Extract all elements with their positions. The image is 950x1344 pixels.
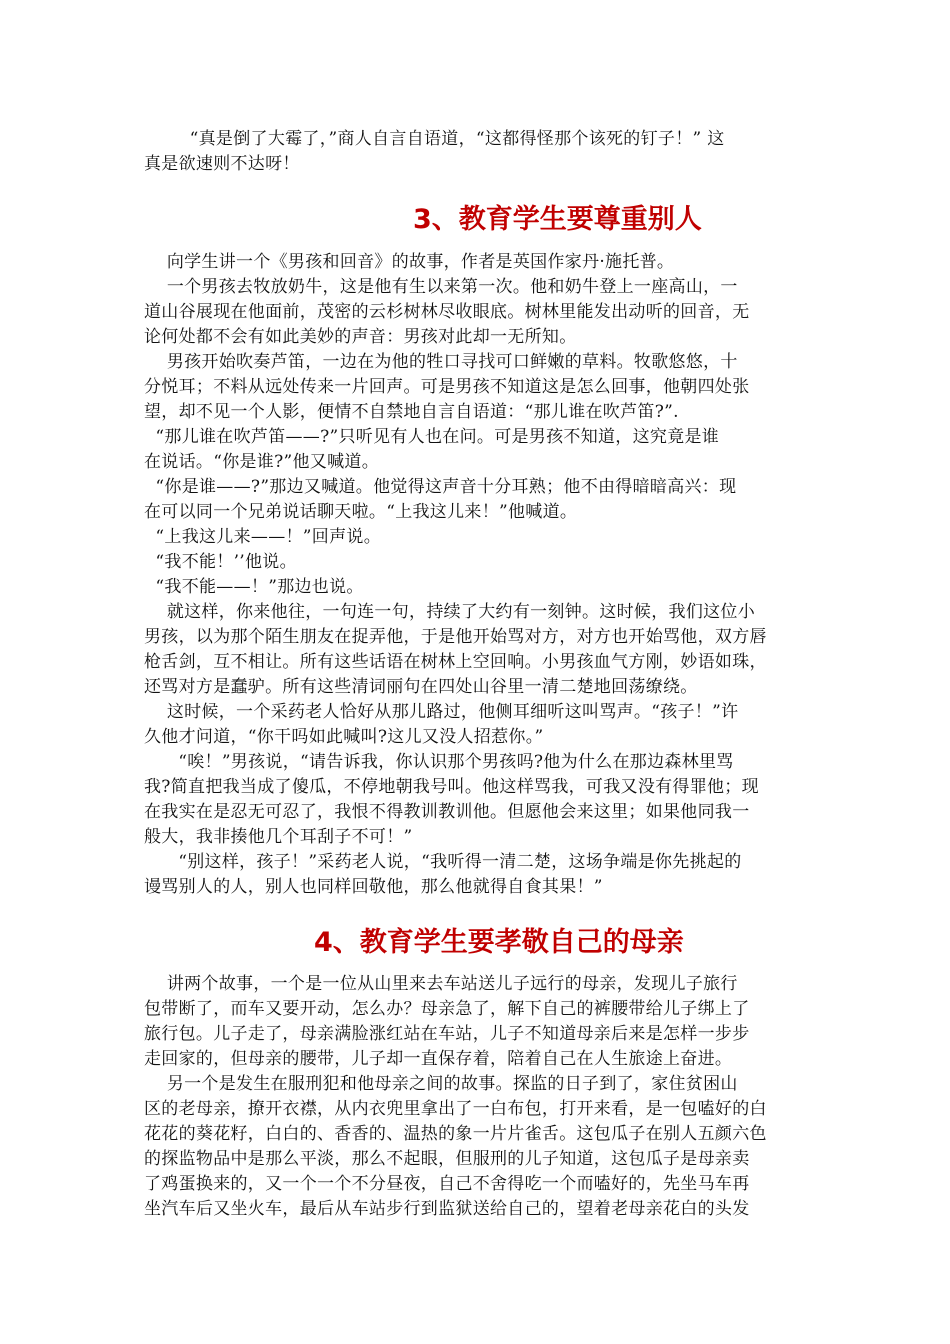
text-line: 讲两个故事，一个是一位从山里来去车站送儿子远行的母亲，发现儿子旅行 <box>144 974 738 994</box>
text-line: “唉！”男孩说，“请告诉我，你认识那个男孩吗?他为什么在那边森林里骂 <box>144 752 734 772</box>
text-line: 一个男孩去牧放奶牛，这是他有生以来第一次。他和奶牛登上一座高山，一 <box>144 277 738 297</box>
text-line: 区的老母亲，撩开衣襟，从内衣兜里拿出了一白布包，打开来看，是一包嗑好的白 <box>144 1099 767 1119</box>
text-line: 道山谷展现在他面前，茂密的云杉树林尽收眼底。树林里能发出动听的回音，无 <box>144 302 750 322</box>
text-line: 真是欲速则不达呀！ <box>144 154 300 174</box>
text-line: 望，却不见一个人影，便情不自禁地自言自语道：“那儿谁在吹芦笛?”. <box>144 402 679 422</box>
text-line: 的探监物品中是那么平淡，那么不起眼，但服刑的儿子知道，这包瓜子是母亲卖 <box>144 1149 750 1169</box>
text-line: 向学生讲一个《男孩和回音》的故事，作者是英国作家丹·施托普。 <box>144 252 675 272</box>
text-line: 就这样，你来他往，一句连一句，持续了大约有一刻钟。这时候，我们这位小 <box>144 602 756 622</box>
text-line: 在说话。“你是谁?”他又喊道。 <box>144 452 379 472</box>
text-line: “别这样，孩子！”采药老人说，“我听得一清二楚，这场争端是你先挑起的 <box>144 852 742 872</box>
text-line: 这时候，一个采药老人恰好从那儿路过，他侧耳细听这叫骂声。“孩子！”许 <box>144 702 739 722</box>
text-line: “那儿谁在吹芦笛——?”只听见有人也在问。可是男孩不知道，这究竟是谁 <box>144 427 720 447</box>
section-heading-3: 3、教育学生要尊重别人 <box>413 204 702 235</box>
text-line: 在可以同一个兄弟说话聊天啦。“上我这儿来！”他喊道。 <box>144 502 578 522</box>
text-line: 我?简直把我当成了傻瓜，不停地朝我号叫。他这样骂我，可我又没有得罪他；现 <box>144 777 759 797</box>
text-line: 在我实在是忍无可忍了，我恨不得教训教训他。但愿他会来这里；如果他同我一 <box>144 802 750 822</box>
text-line: 般大，我非揍他几个耳刮子不可！” <box>144 827 413 847</box>
text-line: 谩骂别人的人，别人也同样回敬他，那么他就得自食其果！” <box>144 877 603 897</box>
text-line: 花花的葵花籽，白白的、香香的、温热的象一片片雀舌。这包瓜子在别人五颜六色 <box>144 1124 767 1144</box>
text-line: 男孩开始吹奏芦笛，一边在为他的牲口寻找可口鲜嫩的草料。牧歌悠悠，十 <box>144 352 738 372</box>
text-line: 男孩，以为那个陌生朋友在捉弄他，于是他开始骂对方，对方也开始骂他，双方唇 <box>144 627 767 647</box>
text-line: 枪舌剑，互不相让。所有这些话语在树林上空回响。小男孩血气方刚，妙语如珠， <box>144 652 767 672</box>
text-line: 坐汽车后又坐火车，最后从车站步行到监狱送给自己的，望着老母亲花白的头发 <box>144 1199 750 1219</box>
text-line: “我不能！’’他说。 <box>144 552 297 572</box>
text-line: “我不能——！”那边也说。 <box>144 577 364 597</box>
text-line: 论何处都不会有如此美妙的声音：男孩对此却一无所知。 <box>144 327 577 347</box>
text-line: “你是谁——?”那边又喊道。他觉得这声音十分耳熟；他不由得暗暗高兴：现 <box>144 477 737 497</box>
text-line: 分悦耳；不料从远处传来一片回声。可是男孩不知道这是怎么回事，他朝四处张 <box>144 377 750 397</box>
text-line: 久他才问道，“你干吗如此喊叫?这儿又没人招惹你。” <box>144 727 544 747</box>
text-line: “上我这儿来——！”回声说。 <box>144 527 381 547</box>
text-line: 另一个是发生在服刑犯和他母亲之间的故事。探监的日子到了，家住贫困山 <box>144 1074 738 1094</box>
text-line: “真是倒了大霉了，”商人自言自语道，“这都得怪那个该死的钉子！” 这 <box>144 129 725 149</box>
text-line: 包带断了，而车又要开动，怎么办？母亲急了，解下自己的裤腰带给儿子绑上了 <box>144 999 750 1019</box>
text-line: 旅行包。儿子走了，母亲满脸涨红站在车站，儿子不知道母亲后来是怎样一步步 <box>144 1024 750 1044</box>
section-heading-4: 4、教育学生要孝敬自己的母亲 <box>314 927 684 958</box>
text-line: 走回家的，但母亲的腰带，儿子却一直保存着，陪着自己在人生旅途上奋进。 <box>144 1049 733 1069</box>
text-line: 了鸡蛋换来的，又一个一个不分昼夜，自己不舍得吃一个而嗑好的，先坐马车再 <box>144 1174 750 1194</box>
text-line: 还骂对方是蠢驴。所有这些清词丽句在四处山谷里一清二楚地回荡缭绕。 <box>144 677 698 697</box>
